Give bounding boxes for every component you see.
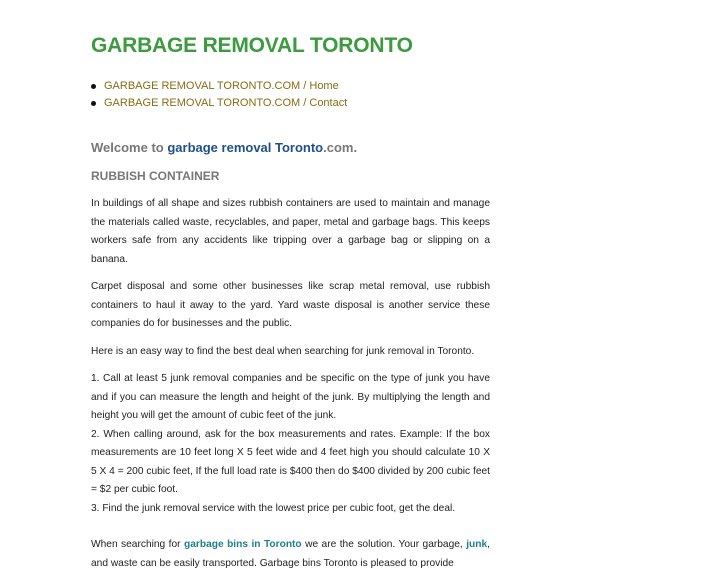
steps-list <box>91 370 490 518</box>
paragraph-garbage-bins-text-c: , and waste can be easily transported. Garbage bins Toronto is pleased to provide <box>91 539 490 569</box>
paragraph-garbage-bins-text-a: When searching for <box>91 539 184 550</box>
junk-link[interactable]: junk <box>466 539 488 550</box>
article-body <box>91 195 490 582</box>
bullet-icon <box>91 84 96 89</box>
welcome-suffix: .com. <box>323 140 358 155</box>
welcome-prefix: Welcome to <box>91 140 168 155</box>
paragraph-intro: In buildings of all shape and sizes rubbish containers are used to maintain and manage the materials called waste, recyclables, and paper, metal and garbage bags. This keeps workers safe from any accidents like tripping over a garbage bag or slipping on a banana. <box>91 198 490 265</box>
paragraph-carpet-disposal: Carpet disposal and some other businesses like scrap metal removal, use rubbish containers to haul it away to the yard. Yard waste disposal is another service these companies do for businesses and the public. <box>91 281 490 329</box>
step-2: 2. When calling around, ask for the box measurements and rates. Example: If the box measurements are 10 feet long X 5 feet wide and 4 feet high you should calculate 10 X 5 X 4 = 200 cubic feet, If the full load rate is $400 then do $400 divided by 200 cubic feet = $2 per cubic foot. <box>91 428 490 495</box>
nav-item-contact <box>91 95 347 112</box>
welcome-brand: garbage removal Toronto <box>167 140 324 155</box>
nav-item-home <box>91 78 347 95</box>
paragraph-easy-way: Here is an easy way to find the best deal when searching for junk removal in Toronto. <box>91 345 475 357</box>
step-3: 3. Find the junk removal service with the lowest price per cubic foot, get the deal. <box>91 502 456 514</box>
section-title: RUBBISH CONTAINER <box>91 169 220 183</box>
welcome-heading <box>91 140 357 155</box>
paragraph-garbage-bins <box>91 536 490 573</box>
nav-link-home[interactable]: GARBAGE REMOVAL TORONTO.COM / Home <box>104 80 339 92</box>
nav-link-contact[interactable]: GARBAGE REMOVAL TORONTO.COM / Contact <box>104 97 348 109</box>
nav-list <box>91 78 347 112</box>
site-title: GARBAGE REMOVAL TORONTO <box>91 34 413 57</box>
paragraph-garbage-bins-text-b: we are the solution. Your garbage, <box>301 539 467 550</box>
garbage-bins-link[interactable]: garbage bins in Toronto <box>184 539 302 550</box>
bullet-icon <box>91 101 96 106</box>
step-1: 1. Call at least 5 junk removal companies and be specific on the type of junk you have and if you can measure the length and height of the junk. By multiplying the length and height you will get the amount of cubic feet of the junk. <box>91 373 490 421</box>
